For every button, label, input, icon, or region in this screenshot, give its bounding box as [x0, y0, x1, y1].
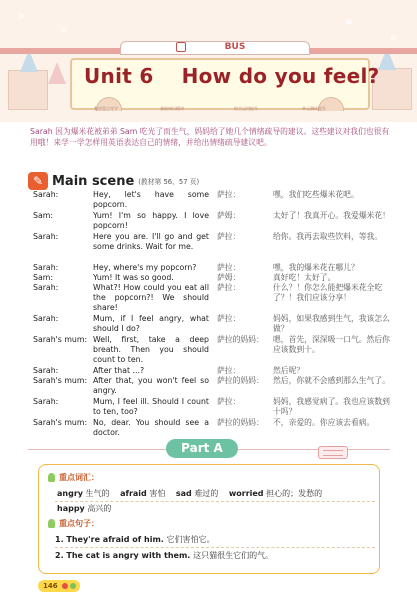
- vocab-meaning: 害怕: [149, 489, 166, 498]
- line-english: Hey, where's my popcorn?: [93, 263, 197, 272]
- subnav-item: 综合运用提升: [234, 106, 258, 111]
- line-chinese: 什么？！你怎么能把爆米花全吃了？！我们应该分享！: [273, 283, 383, 302]
- speaker: Sarah:: [33, 366, 59, 375]
- dialogue-line: [33, 273, 393, 283]
- line-english: What?! How could you eat all the popcorn?! We should share!: [93, 283, 209, 312]
- subnav-item: 基础知识精讲: [160, 106, 184, 111]
- line-english: Mum, I feel ill. Should I count to ten, too?: [93, 397, 209, 416]
- line-chinese: 然后，你就不会感到那么生气了。: [273, 376, 390, 385]
- dashed-divider: [55, 547, 375, 548]
- line-english: Here you are. I'll go and get some drinks. Wait for me.: [93, 232, 209, 251]
- speaker: Sarah's mum:: [33, 335, 88, 344]
- main-scene-reference: (教材第 56、57 页): [138, 178, 200, 186]
- line-chinese: 妈妈，我感觉病了。我也应该数到十吗？: [273, 397, 390, 416]
- page-dot: [70, 583, 76, 589]
- speaker-chinese: 萨拉：: [217, 190, 241, 199]
- speaker: Sarah:: [33, 397, 59, 406]
- snowflake-icon: ❄: [345, 18, 353, 28]
- vocab-line: [57, 503, 119, 514]
- vocab-word: happy: [57, 504, 85, 513]
- unit-title: [70, 64, 380, 94]
- dialogue-line: [33, 418, 393, 439]
- snowflake-icon: ❄: [390, 34, 398, 44]
- sentences-heading-label: 重点句子：: [59, 519, 99, 528]
- key-sentence: [55, 534, 215, 545]
- vocab-word: angry: [57, 489, 83, 498]
- speaker-chinese: 萨拉：: [217, 283, 241, 292]
- speaker-chinese: 萨姆：: [217, 211, 241, 220]
- line-chinese: 嗯，首先，深深吸一口气。然后你应该数到十。: [273, 335, 390, 354]
- speaker-chinese: 萨姆：: [217, 273, 241, 282]
- speaker-chinese: 萨拉：: [217, 397, 241, 406]
- part-a-badge: Part A: [166, 439, 238, 458]
- speaker: Sarah:: [33, 190, 59, 199]
- speaker: Sarah:: [33, 283, 59, 292]
- house-illustration: [8, 70, 48, 110]
- dialogue-line: [33, 232, 393, 263]
- lightbulb-icon: [48, 519, 55, 528]
- line-chinese: 太好了！我真开心。我爱爆米花！: [273, 211, 390, 220]
- speaker-chinese: 萨拉的妈妈：: [217, 376, 264, 385]
- vocab-word: sad: [175, 489, 192, 498]
- line-english: Yum! It was so good.: [93, 273, 174, 282]
- line-english: Yum! I'm so happy. I love popcorn!: [93, 211, 209, 230]
- line-english: After that, you won't feel so angry.: [93, 376, 209, 395]
- line-chinese: 嘿，我的爆米花在哪儿？: [273, 263, 359, 272]
- dialogue-line: [33, 314, 393, 335]
- speaker: Sam:: [33, 211, 53, 220]
- lightbulb-icon: [48, 473, 55, 482]
- sentence-chinese: 这只猫很生它们的气。: [193, 551, 274, 560]
- page-dot: [62, 583, 68, 589]
- key-sentence: [55, 550, 273, 561]
- line-chinese: 真好吃！太好了。: [273, 273, 336, 282]
- line-english: Mum, if I feel angry, what should I do?: [93, 314, 209, 333]
- page-number: 146: [38, 580, 80, 592]
- vocab-meaning: 担心的；发愁的: [266, 489, 323, 498]
- intro-paragraph: Sarah 因为爆米花被弟弟 Sam 吃光了而生气，妈妈给了她几个情绪疏导的建议。这些建议对我们也很有用哦！来学一学怎样用英语表达自己的情绪，并给出情绪疏导建议吧。: [30, 127, 390, 147]
- subnav-item: 单元测试提升: [302, 106, 326, 111]
- line-english: Well, first, take a deep breath. Then you should count to ten.: [93, 335, 209, 364]
- speaker: Sarah:: [33, 232, 59, 241]
- speaker-chinese: 萨拉：: [217, 263, 241, 272]
- speaker: Sarah:: [33, 263, 59, 272]
- dialogue-line: [33, 263, 393, 273]
- unit-number: Unit 6: [84, 64, 154, 88]
- vocab-heading-label: 重点词汇：: [59, 473, 99, 482]
- dialogue-line: [33, 190, 393, 211]
- dialogue-line: [33, 211, 393, 232]
- bus-icon: [176, 42, 186, 52]
- vocab-meaning: 生气的: [85, 489, 110, 498]
- subnav-item: 教材重点导学: [94, 106, 118, 111]
- speaker-chinese: 萨拉：: [217, 232, 241, 241]
- vocab-word: afraid: [120, 489, 147, 498]
- sentence-chinese: 它们害怕它。: [166, 535, 215, 544]
- dialogue-line: [33, 397, 393, 418]
- sentences-heading: [48, 518, 99, 529]
- unit-banner: [0, 0, 417, 122]
- speaker: Sam:: [33, 273, 53, 282]
- sentence-english: 1. They're afraid of him.: [55, 535, 164, 544]
- speaker: Sarah's mum:: [33, 376, 88, 385]
- line-english: Hey, let's have some popcorn.: [93, 190, 209, 209]
- speaker-chinese: 萨拉的妈妈：: [217, 418, 264, 427]
- dialogue-line: [33, 335, 393, 366]
- line-chinese: 给你。我再去取些饮料，等我。: [273, 232, 383, 241]
- dialogue-line: [33, 376, 393, 397]
- line-chinese: 然后呢？: [273, 366, 305, 375]
- dashed-divider: [55, 501, 375, 502]
- line-english: No, dear. You should see a doctor.: [93, 418, 209, 437]
- dialogue: [33, 190, 393, 439]
- bus-icon: [318, 446, 348, 459]
- tree-illustration: [48, 62, 66, 84]
- vocab-word: worried: [228, 489, 264, 498]
- unit-name: How do you feel?: [181, 64, 380, 88]
- vocab-line: [57, 488, 330, 499]
- dialogue-line: [33, 283, 393, 314]
- book-icon: ✎: [28, 172, 48, 190]
- vocab-meaning: 高兴的: [87, 504, 112, 513]
- line-chinese: 妈妈，如果我感到生气，我该怎么做？: [273, 314, 390, 333]
- snowflake-icon: ❄: [18, 12, 26, 22]
- line-chinese: 嘿，我们吃些爆米花吧。: [273, 190, 359, 199]
- vocab-meaning: 难过的: [194, 489, 219, 498]
- sentence-english: 2. The cat is angry with them.: [55, 551, 191, 560]
- speaker-chinese: 萨拉：: [217, 366, 241, 375]
- speaker: Sarah's mum:: [33, 418, 88, 427]
- bus-label: BUS: [224, 42, 246, 52]
- line-chinese: 不，亲爱的。你应该去看病。: [273, 418, 375, 427]
- speaker: Sarah:: [33, 314, 59, 323]
- main-scene-label: Main scene: [52, 173, 135, 189]
- speaker-chinese: 萨拉的妈妈：: [217, 335, 264, 344]
- main-scene-header: [28, 172, 199, 190]
- line-english: After that ...?: [93, 366, 145, 375]
- dialogue-line: [33, 366, 393, 376]
- snowflake-icon: ❄: [60, 26, 68, 36]
- vocab-heading: [48, 472, 99, 483]
- speaker-chinese: 萨拉：: [217, 314, 241, 323]
